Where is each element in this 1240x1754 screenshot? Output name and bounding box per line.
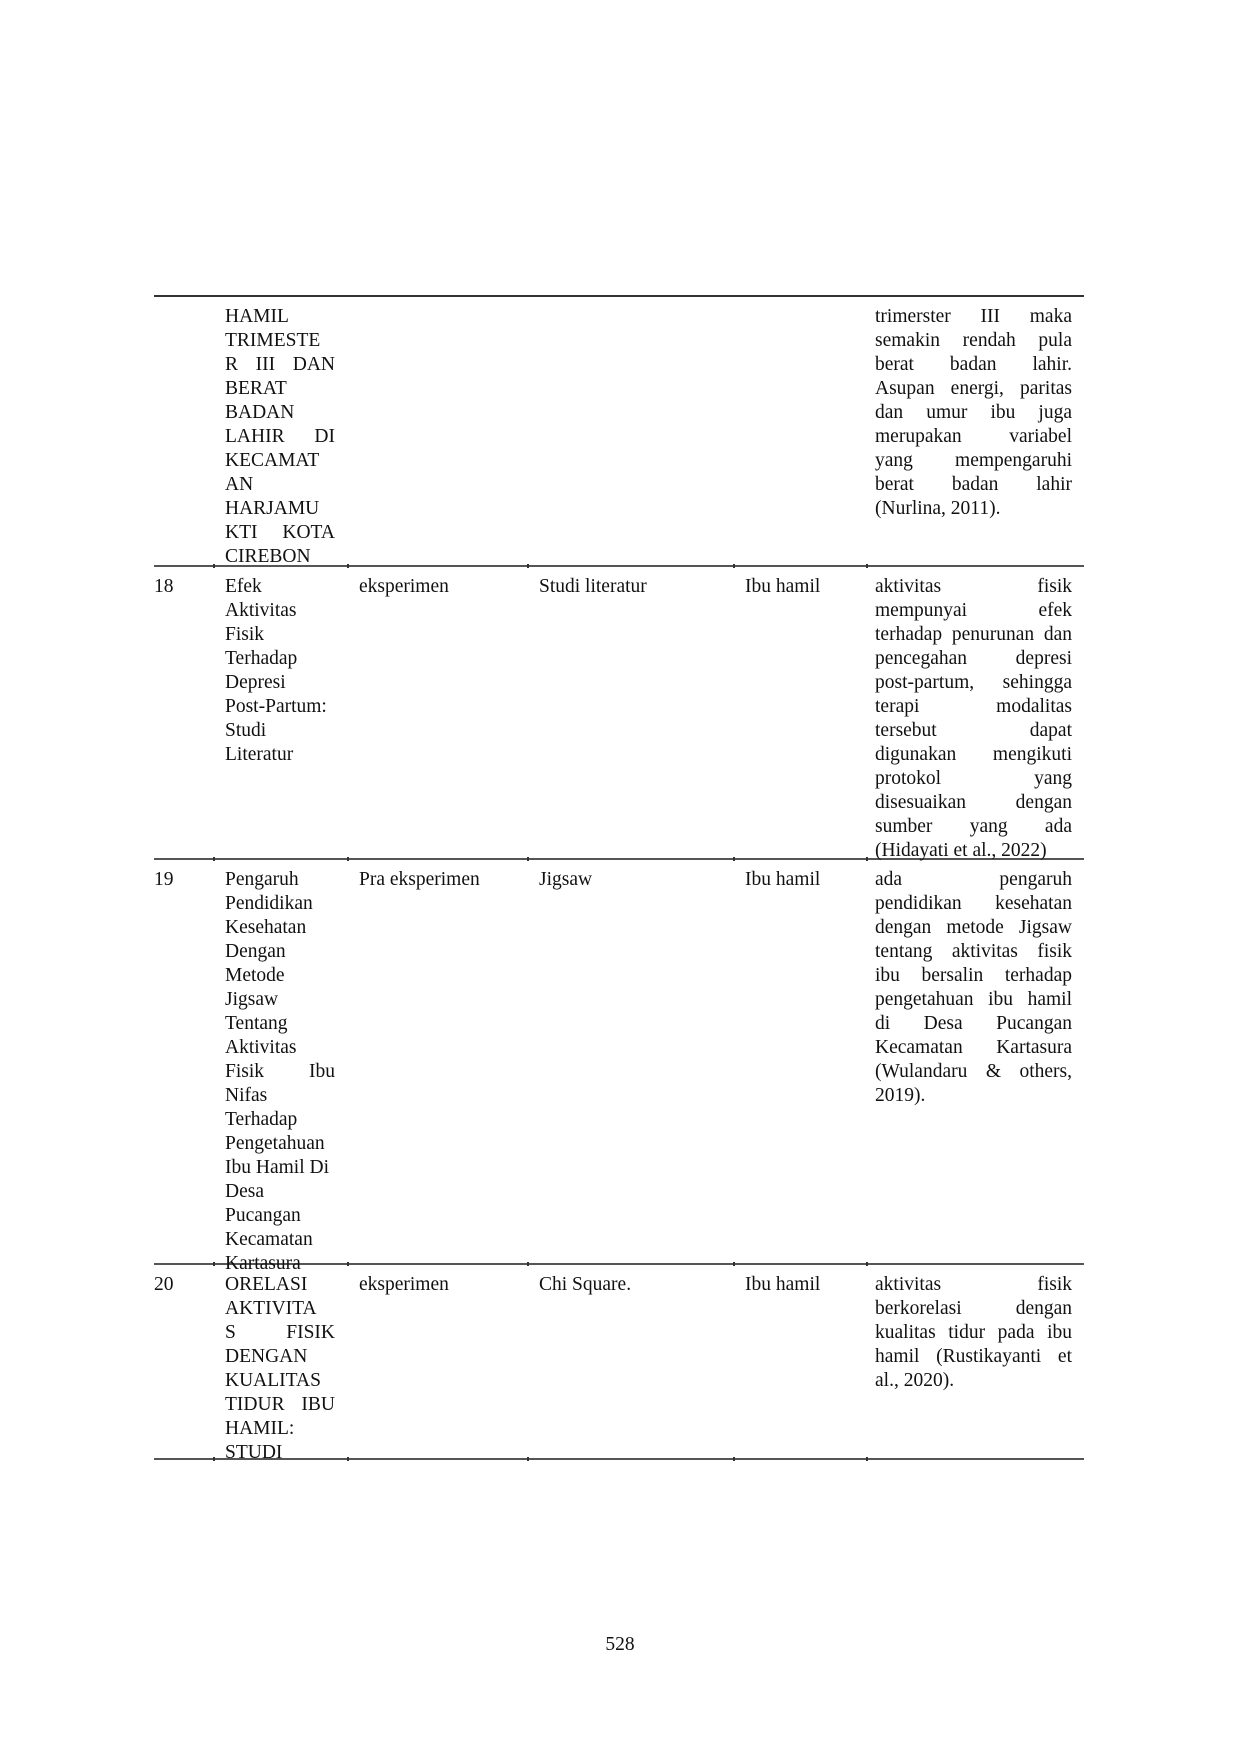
cell-text: AN — [225, 474, 254, 495]
cell-text: Ibu hamil — [745, 576, 821, 597]
result-cell — [866, 567, 1084, 861]
cell-text: mempunyai efek — [875, 600, 1072, 621]
cell-text: STUDI — [225, 1442, 283, 1463]
row-number-cell — [154, 297, 213, 565]
cell-text: al., 2020). — [875, 1370, 955, 1391]
cell-text: pendidikan kesehatan — [875, 893, 1072, 914]
cell-text: TRIMESTE — [225, 330, 321, 351]
cell-text: pencegahan depresi — [875, 648, 1072, 669]
title-cell — [213, 567, 347, 858]
cell-text: sumber yang ada — [875, 816, 1072, 837]
column-divider-tick — [866, 1457, 868, 1461]
cell-text: berkorelasi dengan — [875, 1298, 1072, 1319]
cell-text: KUALITAS — [225, 1370, 321, 1391]
cell-text: Fisik Ibu — [225, 1061, 335, 1082]
cell-text: pengetahuan ibu hamil — [875, 989, 1072, 1010]
title-cell — [213, 297, 347, 565]
cell-text: Pra eksperimen — [359, 869, 480, 890]
title-cell — [213, 860, 347, 1274]
cell-text: Post-Partum: — [225, 696, 327, 717]
result-cell — [866, 297, 1084, 565]
cell-text: Metode — [225, 965, 285, 986]
table-row — [154, 860, 1084, 1274]
design-cell — [347, 860, 527, 1263]
cell-text: merupakan variabel — [875, 426, 1072, 447]
table-row — [154, 297, 1084, 567]
sample-cell — [733, 567, 866, 858]
cell-text: protokol yang — [875, 768, 1072, 789]
design-cell — [347, 567, 527, 858]
column-divider-tick — [213, 1457, 215, 1461]
column-divider-tick — [347, 1457, 349, 1461]
cell-text: tersebut dapat — [875, 720, 1072, 741]
column-divider-tick — [527, 1457, 529, 1461]
cell-text: Literatur — [225, 744, 294, 765]
cell-text: hamil (Rustikayanti et — [875, 1346, 1072, 1367]
cell-text: disesuaikan dengan — [875, 792, 1072, 813]
cell-text: Pucangan — [225, 1205, 301, 1226]
cell-text: Studi literatur — [539, 576, 647, 597]
cell-text: ada pengaruh — [875, 869, 1072, 890]
cell-text: trimerster III maka — [875, 306, 1072, 327]
cell-text: Efek — [225, 576, 262, 597]
cell-text: CIREBON — [225, 546, 311, 567]
method-cell — [527, 567, 733, 858]
cell-text: HARJAMU — [225, 498, 320, 519]
cell-text: Pengaruh — [225, 869, 299, 890]
cell-text: Kecamatan — [225, 1229, 313, 1250]
cell-text: BADAN — [225, 402, 295, 423]
cell-text: Jigsaw — [539, 869, 593, 890]
cell-text: 18 — [154, 576, 174, 597]
sample-cell — [733, 297, 866, 565]
cell-text: Nifas — [225, 1085, 268, 1106]
cell-text: Fisik — [225, 624, 265, 645]
sample-cell — [733, 860, 866, 1263]
design-cell — [347, 1265, 527, 1458]
cell-text: post-partum, sehingga — [875, 672, 1072, 693]
cell-text: 20 — [154, 1274, 174, 1295]
method-cell — [527, 860, 733, 1263]
cell-text: AKTIVITA — [225, 1298, 317, 1319]
cell-text: dan umur ibu juga — [875, 402, 1072, 423]
cell-text: Tentang — [225, 1013, 288, 1034]
table-row — [154, 1265, 1084, 1463]
cell-text: aktivitas fisik — [875, 576, 1072, 597]
cell-text: digunakan mengikuti — [875, 744, 1072, 765]
row-number-cell — [154, 860, 213, 1263]
cell-text: eksperimen — [359, 1274, 449, 1295]
cell-text: LAHIR DI — [225, 426, 335, 447]
cell-text: (Nurlina, 2011). — [875, 498, 1001, 519]
cell-text: Ibu hamil — [745, 1274, 821, 1295]
cell-text: yang mempengaruhi — [875, 450, 1072, 471]
cell-text: 19 — [154, 869, 174, 890]
table-row — [154, 567, 1084, 860]
cell-text: Pendidikan — [225, 893, 313, 914]
cell-text: aktivitas fisik — [875, 1274, 1072, 1295]
cell-text: Desa — [225, 1181, 264, 1202]
cell-text: KTI KOTA — [225, 522, 335, 543]
cell-text: berat badan lahir — [875, 474, 1072, 495]
cell-text: terhadap penurunan dan — [875, 624, 1072, 645]
cell-text: S FISIK — [225, 1322, 335, 1343]
cell-text: 2019). — [875, 1085, 926, 1106]
cell-text: TIDUR IBU — [225, 1394, 335, 1415]
title-cell — [213, 1265, 347, 1463]
cell-text: ibu bersalin terhadap — [875, 965, 1072, 986]
cell-text: HAMIL — [225, 306, 289, 327]
method-cell — [527, 1265, 733, 1458]
cell-text: Pengetahuan — [225, 1133, 325, 1154]
result-cell — [866, 1265, 1084, 1458]
column-divider-tick — [733, 1457, 735, 1461]
cell-text: Asupan energi, paritas — [875, 378, 1072, 399]
cell-text: HAMIL: — [225, 1418, 295, 1439]
page-number: 528 — [605, 1634, 635, 1655]
cell-text: Ibu Hamil Di — [225, 1157, 329, 1178]
cell-text: Chi Square. — [539, 1274, 632, 1295]
cell-text: Ibu hamil — [745, 869, 821, 890]
row-number-cell — [154, 567, 213, 858]
row-number-cell — [154, 1265, 213, 1458]
cell-text: tentang aktivitas fisik — [875, 941, 1072, 962]
cell-text: BERAT — [225, 378, 287, 399]
cell-text: Dengan — [225, 941, 286, 962]
cell-text: Aktivitas — [225, 600, 297, 621]
cell-text: R III DAN — [225, 354, 335, 375]
cell-text: eksperimen — [359, 576, 449, 597]
cell-text: berat badan lahir. — [875, 354, 1072, 375]
cell-text: Kesehatan — [225, 917, 307, 938]
cell-text: terapi modalitas — [875, 696, 1072, 717]
cell-text: Aktivitas — [225, 1037, 297, 1058]
cell-text: (Hidayati et al., 2022) — [875, 840, 1047, 861]
result-cell — [866, 860, 1084, 1263]
design-cell — [347, 297, 527, 565]
sample-cell — [733, 1265, 866, 1458]
cell-text: di Desa Pucangan — [875, 1013, 1072, 1034]
cell-text: Kartasura — [225, 1253, 301, 1274]
cell-text: Kecamatan Kartasura — [875, 1037, 1072, 1058]
cell-text: Terhadap — [225, 1109, 298, 1130]
cell-text: Terhadap — [225, 648, 298, 669]
cell-text: Studi — [225, 720, 267, 741]
cell-text: Jigsaw — [225, 989, 279, 1010]
cell-text: kualitas tidur pada ibu — [875, 1322, 1072, 1343]
method-cell — [527, 297, 733, 565]
cell-text: dengan metode Jigsaw — [875, 917, 1072, 938]
cell-text: (Wulandaru & others, — [875, 1061, 1072, 1082]
literature-table — [154, 295, 1084, 1463]
cell-text: Depresi — [225, 672, 286, 693]
cell-text: semakin rendah pula — [875, 330, 1072, 351]
cell-text: ORELASI — [225, 1274, 308, 1295]
cell-text: KECAMAT — [225, 450, 320, 471]
cell-text: DENGAN — [225, 1346, 308, 1367]
